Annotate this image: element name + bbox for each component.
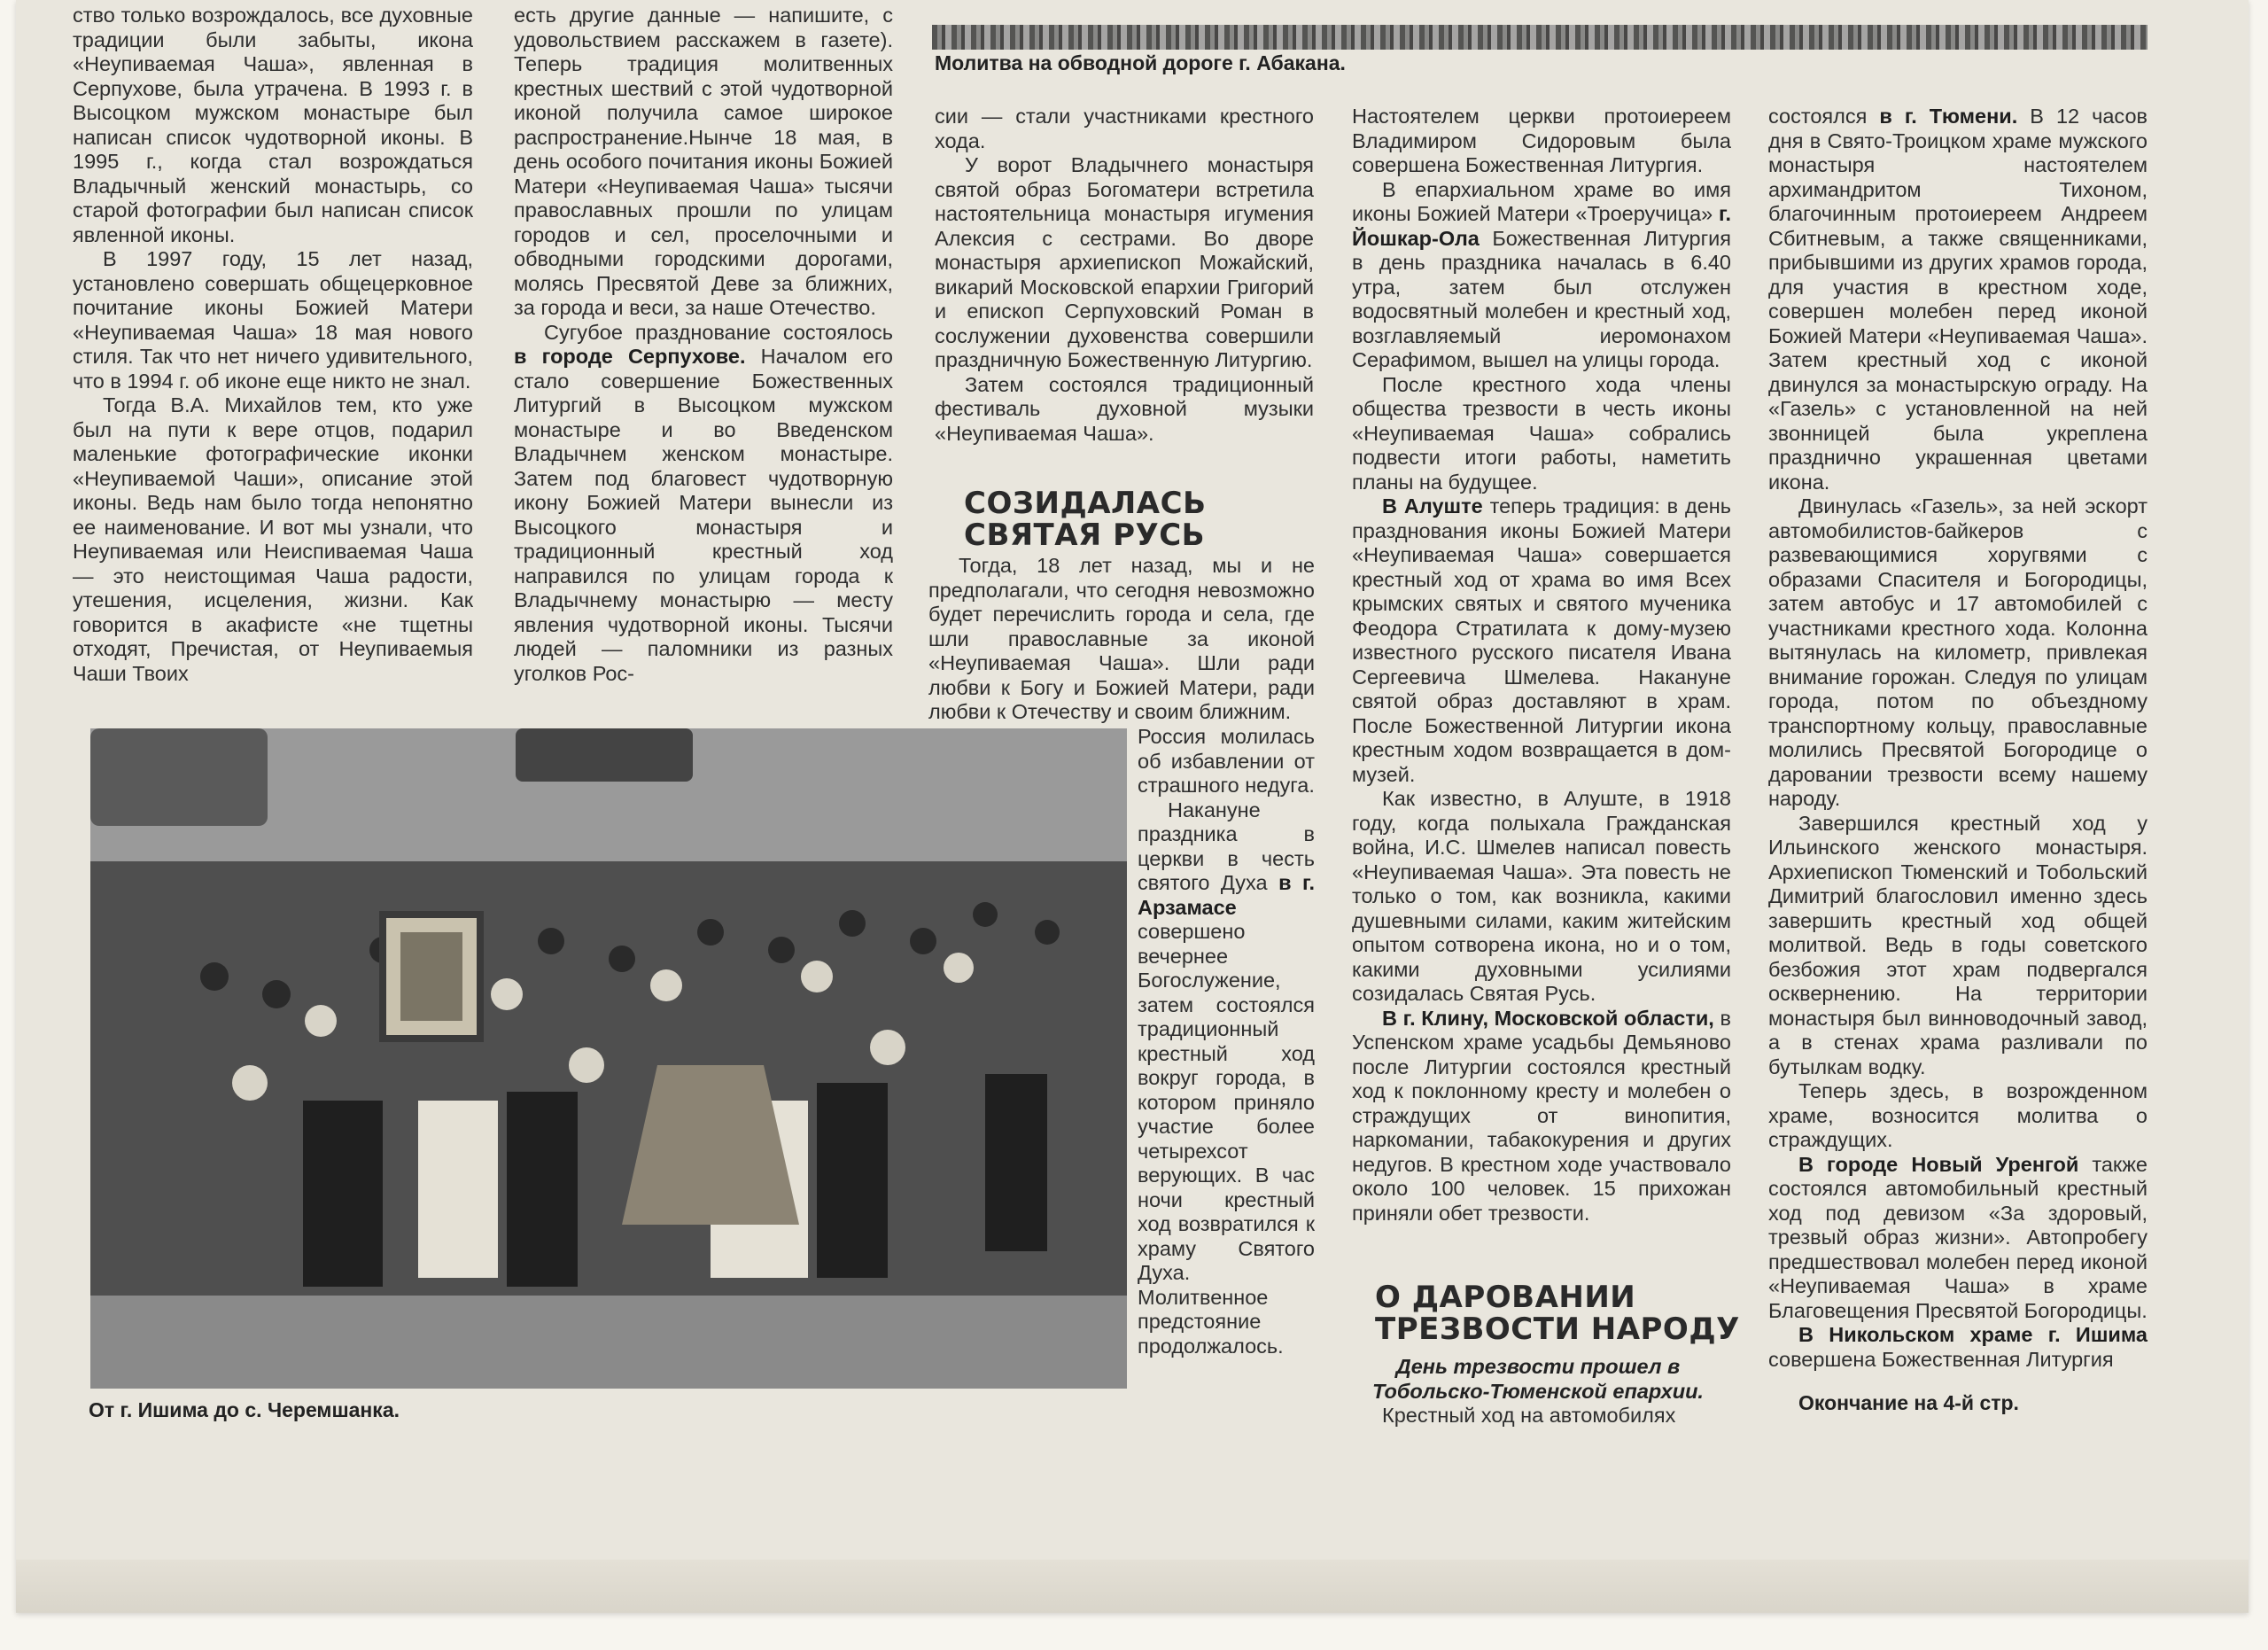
paragraph: [1768, 1323, 2148, 1372]
highlight-place: В Алуште: [1382, 494, 1483, 518]
highlight-place: В г. Клину, Московской области,: [1382, 1006, 1714, 1030]
paragraph: [1352, 178, 1731, 373]
highlight-place: В городе Новый Уренгой: [1798, 1152, 2079, 1176]
section-subheadline: День трезвости прошел в Тобольско-Тюменской епархии.: [1372, 1355, 1704, 1403]
text: теперь традиция: в день празднования иконы Божией Матери «Неупиваемая Чаша» совершается крестный ход от храма во имя Всех крымских святых и святого мученика Феодора Стратилата к дому-музею известного русского писателя Ивана Сергеевича Шмелева. Накануне святой образ доставляют в храм. После Божественной Литургии икона крестным ходом возвращается в дом-музей.: [1352, 494, 1731, 786]
paragraph: Завершился крестный ход у Ильинского женского монастыря. Архиепископ Тюменский и Тобольский Димитрий благословил именно здесь завершить крестный ход общей молитвой. Ведь в годы советского безбожия этот храм подвергался осквернению. На территории монастыря был винноводочный завод, а в стенах храма разливали по бутылкам водку.: [1768, 811, 2148, 1078]
text: Накануне праздника в церкви в честь святого Духа: [1138, 798, 1315, 894]
paragraph: У ворот Владычнего монастыря святой образ Богоматери встретила настоятельница монастыря игумения Алексия с сестрами. Во дворе монастыря архиепископ Можайский, викарий Московской епархии Григорий и епископ Серпуховский Роман в сослужении духовенства совершили праздничную Божественную Литургию.: [935, 153, 1314, 371]
paragraph: После крестного хода члены общества трезвости в честь иконы «Неупиваемая Чаша» собрались подвести итоги работы, наметить планы на будущее.: [1352, 372, 1731, 494]
paragraph: Тогда, 18 лет назад, мы и не предполагали, что сегодня невозможно будет перечислить города и села, где шли православные за иконой «Неупиваемая Чаша». Шли ради любви к Богу и Божией Матери, ради любви к Отечеству и своим ближним.: [928, 554, 1315, 723]
highlight-place: в г. Арзамасе: [1138, 871, 1315, 919]
article-column-5: [1768, 105, 2148, 1372]
paragraph: Затем состоялся традиционный фестиваль духовной музыки «Неупиваемая Чаша».: [935, 372, 1314, 445]
paragraph: [1352, 1007, 1731, 1226]
article-column-3-side: [1138, 725, 1315, 1358]
paragraph: [1138, 798, 1315, 1359]
paragraph: есть другие данные — напишите, с удовольствием расскажем в газете). Теперь традиция молитвенных крестных шествий с этой чудотворной иконой получила самое широкое распространение.Нынче 18 мая, в день особого почитания иконы Божией Матери «Неупиваемая Чаша» тысячи православных прошли по улицам городов и сел, проселочными и обводными городскими дорогами, молясь Пресвятой Деве за ближних, за города и веси, за наше Отечество.: [514, 4, 893, 319]
photo-caption: От г. Ишима до с. Черемшанка.: [89, 1398, 400, 1421]
article-column-3-continued: [928, 554, 1315, 725]
article-column-1: [73, 4, 473, 686]
paragraph: [1768, 105, 2148, 494]
article-column-2: [514, 4, 893, 686]
section-headline: СОЗИДАЛАСЬ СВЯТАЯ РУСЬ: [964, 486, 1207, 553]
paragraph: Тогда В.А. Михайлов тем, кто уже был на пути к вере отцов, подарил маленькие фотографические иконки «Неупиваемой Чаши», описание этой иконы. Ведь нам было тогда непонятно ее наименование. И вот мы узнали, что Неупиваемая или Неиспиваемая Чаша — это неистощимая Чаша радости, утешения, исцеления, жизни. Как говорится в акафисте «не тщетны отходят, Пречистая, от Неупиваемыя Чаши Твоих: [73, 393, 473, 685]
paragraph: Крестный ход на автомобилях: [1382, 1404, 1676, 1427]
paragraph: ство только возрождалось, все духовные традиции были забыты, икона «Неупиваемая Чаша», явленная в Серпухове, была утрачена. В 1993 г. в Высоцком мужском монастыре был написан список чудотворной иконы. В 1995 г., когда стал возрождаться Владычный женский монастырь, со старой фотографии был написан список явленной иконы.: [73, 4, 473, 246]
highlight-place: г. Йошкар-Ола: [1352, 202, 1732, 250]
text: совершено вечернее Богослужение, затем состоялся традиционный крестный ход вокруг города, в котором приняло участие более четырехсот верующих. В час ночи крестный ход возвратился к храму Святого Духа. Молитвенное предстояние продолжалось.: [1138, 920, 1315, 1358]
paragraph: В 1997 году, 15 лет назад, установлено совершать общецерковное почитание иконы Божией Матери «Неупиваемая Чаша» 18 мая нового стиля. Так что нет ничего удивительного, что в 1994 г. об иконе еще никто не знал.: [73, 247, 473, 393]
article-column-4: [1352, 105, 1731, 1226]
paragraph: сии — стали участниками крестного хода.: [935, 105, 1314, 152]
paragraph: Как известно, в Алуште, в 1918 году, когда полыхала Гражданская война, И.С. Шмелев написал повесть «Неупиваемая Чаша». Эта повесть не только о том, как возникла, какими душевными силами, каким житейским опытом сотворена икона, но и о том, какими духовными усилиями созидалась Святая Русь.: [1352, 787, 1731, 1005]
text: состоялся: [1768, 105, 1868, 128]
text: также состоялся автомобильный крестный ход под девизом «За здоровый, трезвый образ жизни». Автопробегу предшествовал молебен перед иконой «Неупиваемая Чаша» в храме Благовещения Пресвятой Богородицы.: [1768, 1152, 2148, 1322]
paragraph: Двинулась «Газель», за ней эскорт автомобилистов-байкеров с развевающимися хоругвями с образами Спасителя и Богородицы, затем автобус и 17 автомобилей с участниками крестного хода. Колонна вытянулась на километр, привлекая внимание горожан. Следуя по улицам города, потом по объездному транспортному кольцу, православные молились Пресвятой Богородице о даровании трезвости всему нашему народу.: [1768, 494, 2148, 810]
text: совершена Божественная Литургия: [1768, 1347, 2114, 1371]
text: В епархиальном храме во имя иконы Божией Матери «Троеручица»: [1352, 177, 1731, 225]
highlight-place: в городе Серпухове.: [514, 345, 746, 368]
top-photo-caption: Молитва на обводной дороге г. Абакана.: [935, 51, 1346, 74]
paragraph: [514, 321, 893, 687]
continued-note: Окончание на 4-й стр.: [1798, 1391, 2019, 1414]
section-headline: О ДАРОВАНИИ ТРЕЗВОСТИ НАРОДУ: [1375, 1280, 1740, 1347]
procession-illustration: [90, 728, 1127, 1389]
top-photo-strip: [932, 25, 2148, 50]
text: В 12 часов дня в Свято-Троицком храме мужского монастыря настоятелем архимандритом Тихоном, благочинным протоиереем Андреем Сбитневым, а также священниками, прибывшими из других храмов города, для участия в крестном ходе, совершен молебен перед иконой Божией Матери «Неупиваемая Чаша». Затем крестный ход с иконой двинулся за монастырскую ограду. На «Газель» с установленной на ней звонницей была укреплена празднично украшенная цветами икона.: [1768, 105, 2148, 494]
text: Сугубое празднование состоялось: [544, 320, 893, 344]
article-column-4-end: [1352, 1404, 1731, 1428]
paragraph: Теперь здесь, в возрожденном храме, возносится молитва о страждущих.: [1768, 1079, 2148, 1151]
paragraph: [1352, 494, 1731, 787]
text: Началом его стало совершение Божественных Литургий в Высоцком мужском монастыре и во Введенском Владычнем женском монастыре. Затем под благовест чудотворную икону Божией Матери вынесли из Высоцкого монастыря и традиционный крестный ход направился по улицам города к Владычнему монастырю — месту явления чудотворной иконы. Тысячи людей — паломники из разных уголков Рос-: [514, 345, 894, 685]
text: Божественная Литургия в день праздника началась в 6.40 утра, затем был отслужен водосвятный молебен и крестный ход, возглавляемый иеромонахом Серафимом, вышел на улицы города.: [1352, 226, 1731, 371]
highlight-place: в г. Тюмени.: [1879, 105, 2018, 128]
text: в Успенском храме усадьбы Демьяново после Литургии состоялся крестный ход к поклонному кресту и молебен о страждущих от винопития, наркомании, табакокурения и других недугов. В крестном ходе участвовало около 100 человек. 15 прихожан приняли обет трезвости.: [1352, 1006, 1731, 1225]
page-edge: [16, 1560, 2249, 1613]
procession-photo: [90, 728, 1127, 1389]
paragraph: Настоятелем церкви протоиереем Владимиром Сидоровым была совершена Божественная Литургия.: [1352, 105, 1731, 176]
article-column-3: [935, 105, 1314, 446]
highlight-place: В Никольском храме г. Ишима: [1798, 1323, 2148, 1346]
paragraph: [1768, 1153, 2148, 1324]
paragraph: Россия молилась об избавлении от страшного недуга.: [1138, 725, 1315, 797]
